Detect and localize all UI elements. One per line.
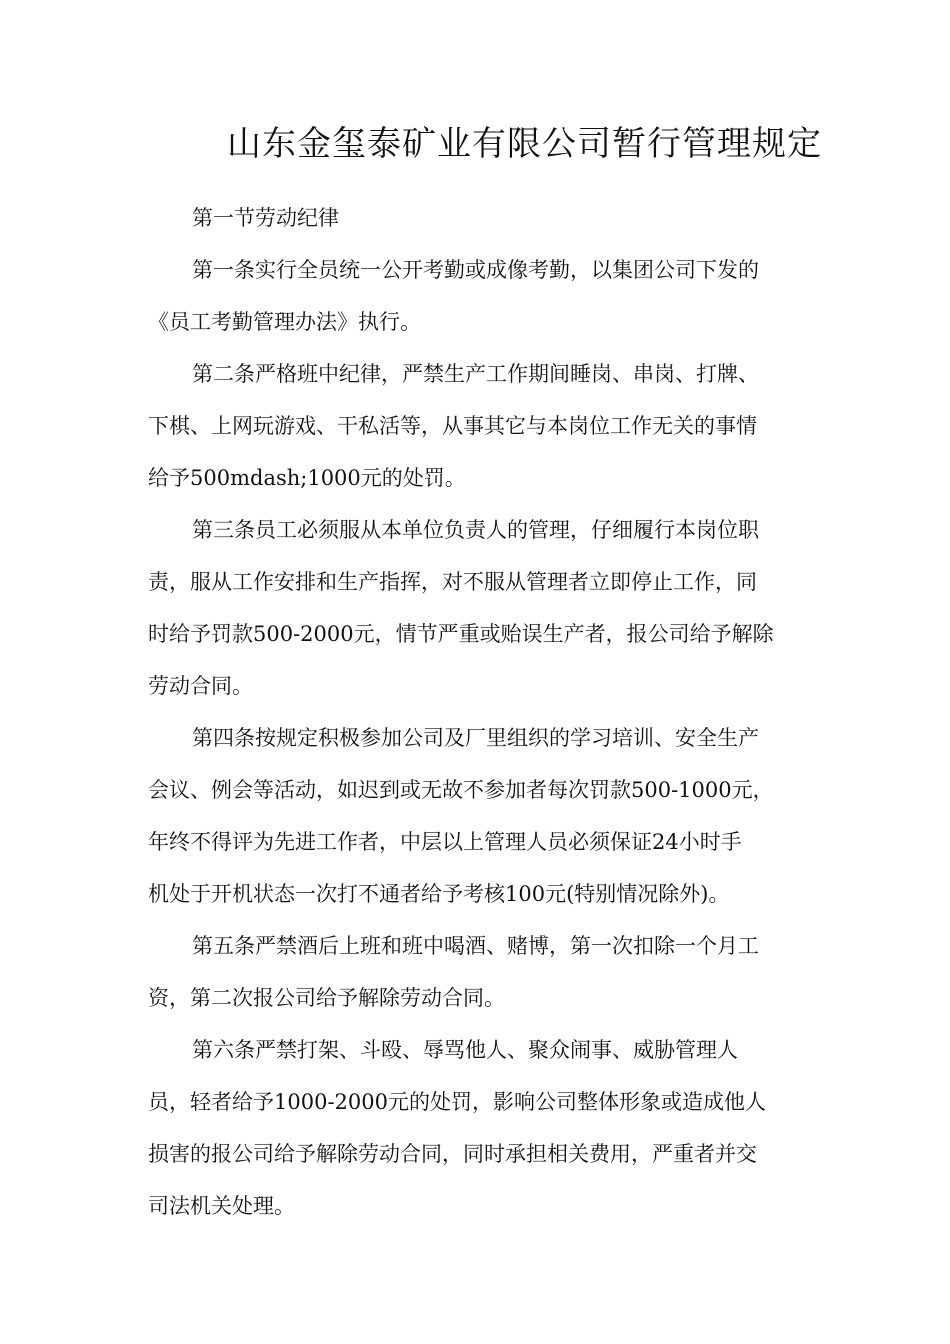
article-4 (148, 712, 803, 920)
article-line: 机处于开机状态一次打不通者给予考核100元(特别情况除外)。 (148, 882, 730, 906)
article-line: 员，轻者给予1000-2000元的处罚，影响公司整体形象或造成他人 (148, 1090, 766, 1114)
article-line: 下棋、上网玩游戏、干私活等，从事其它与本岗位工作无关的事情 (148, 414, 757, 438)
article-3 (148, 504, 803, 712)
article-line: 劳动合同。 (148, 674, 253, 698)
article-line: 第六条严禁打架、斗殴、辱骂他人、聚众闹事、威胁管理人 (192, 1038, 738, 1062)
article-2 (148, 348, 803, 504)
article-line: 司法机关处理。 (148, 1194, 295, 1218)
article-line: 年终不得评为先进工作者，中层以上管理人员必须保证24小时手 (148, 830, 742, 854)
section-heading: 第一节劳动纪律 (192, 206, 339, 230)
article-line: 第四条按规定积极参加公司及厂里组织的学习培训、安全生产 (192, 726, 759, 750)
article-6 (148, 1024, 803, 1232)
article-line: 会议、例会等活动，如迟到或无故不参加者每次罚款500-1000元， (148, 778, 774, 802)
article-line: 《员工考勤管理办法》执行。 (148, 310, 421, 334)
article-line: 时给予罚款500-2000元，情节严重或贻误生产者，报公司给予解除 (148, 622, 774, 646)
article-line: 第三条员工必须服从本单位负责人的管理，仔细履行本岗位职 (192, 518, 759, 542)
article-line: 资，第二次报公司给予解除劳动合同。 (148, 986, 505, 1010)
article-5 (148, 920, 803, 1024)
article-line: 第二条严格班中纪律，严禁生产工作期间睡岗、串岗、打牌、 (192, 362, 759, 386)
article-line: 第五条严禁酒后上班和班中喝酒、赌博，第一次扣除一个月工 (192, 934, 759, 958)
article-1 (148, 244, 803, 348)
article-line: 给予500mdash;1000元的处罚。 (148, 466, 466, 490)
article-line: 损害的报公司给予解除劳动合同，同时承担相关费用，严重者并交 (148, 1142, 757, 1166)
article-line: 第一条实行全员统一公开考勤或成像考勤，以集团公司下发的 (192, 258, 759, 282)
article-line: 责，服从工作安排和生产指挥，对不服从管理者立即停止工作，同 (148, 570, 757, 594)
document-title: 山东金玺泰矿业有限公司暂行管理规定 (227, 124, 822, 164)
document-body (148, 192, 803, 1232)
